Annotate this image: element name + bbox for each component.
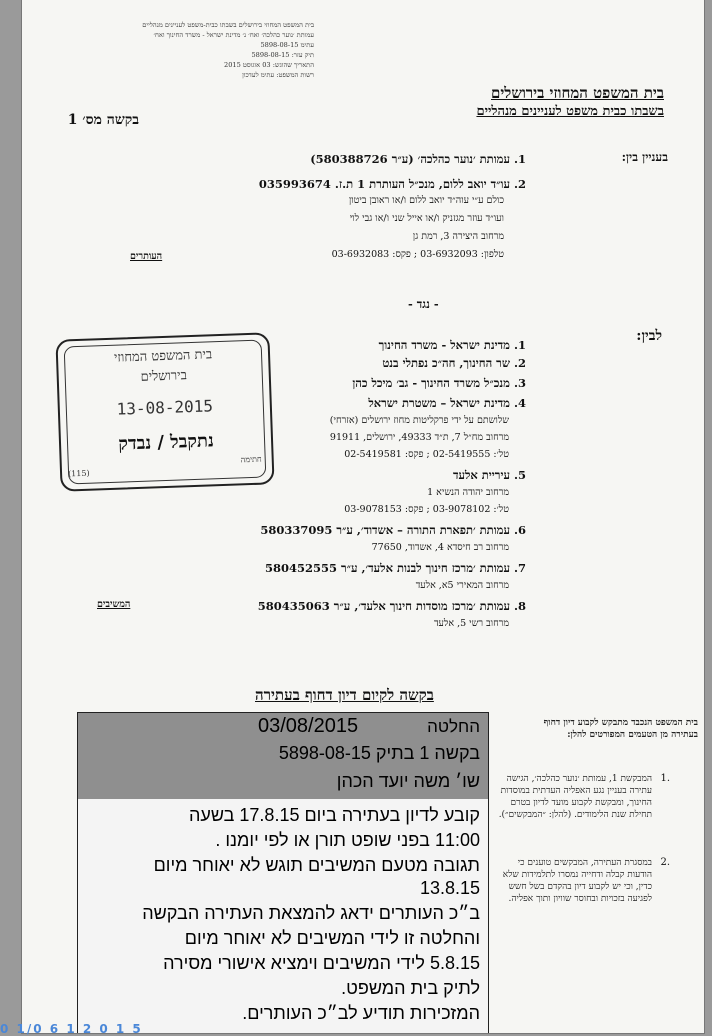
petitioners-role: העותרים bbox=[130, 251, 163, 262]
stamp-received: נתקבל / נבדק bbox=[117, 430, 215, 455]
decision-label: החלטה bbox=[427, 717, 480, 736]
decision-case-line: בקשה 1 בתיק 5898-08-15 bbox=[278, 743, 480, 763]
decision-judge: שו׳ משה יועד הכהן bbox=[336, 771, 480, 791]
respondent-3: 3. מנכ״ל משרד החינוך - גב׳ מיכל כהן bbox=[352, 376, 526, 390]
petitioner-phone: טלפון: 03-6932093 ; פקס: 03-6932083 bbox=[331, 249, 504, 260]
filing-header-line: התאריך שהוגש: 03 אוגוסט 2015 bbox=[224, 61, 314, 69]
petitioner-address: מרחוב היצירה 3, רמת גן bbox=[412, 231, 504, 242]
petitioner-2: 2. עו״ד יואב ללום, מנכ״ל העותרת 1 ת.ז. 035993674 bbox=[258, 177, 526, 191]
paragraph-2: במסגרת העתירה, המבקשים טוענים כי הודעות קבלה ודחייה נמסרו לתלמידות שלא כדין, וכי יש לקבוע דיון בהקדם בשל חשש לפגיעה בזכויות ובחוסר שוויון ותוך אפליה. bbox=[502, 858, 652, 904]
respondents-role: המשיבים bbox=[97, 599, 131, 610]
stamp-code: (115) bbox=[67, 468, 90, 479]
paragraph-1: המבקשת 1, עמותת ׳נוער כהלכה׳, הגישה עתירה בעניין נגע האפליה העדתית במוסדות החינוך, ומבקשת לקבוע מועד לדיון בטרם תחילת שנת הלימודים. (להלן: ״המבקשים״). bbox=[498, 774, 652, 820]
stamp-signature-label: חתימה bbox=[240, 454, 262, 465]
decision-date: 03/08/2015 bbox=[258, 715, 359, 737]
intro-paragraph: בית המשפט הנכבד מתבקש לקבוע דיון דחוף בעתירה מן הטעמים המפורטים להלן: bbox=[543, 718, 698, 740]
document-title: בקשה לקיום דיון דחוף בעתירה bbox=[255, 686, 434, 704]
filing-header-line: רשות המשפט: עתימ לעדכון bbox=[242, 71, 314, 79]
decision-body-line: 13.8.15 bbox=[419, 878, 480, 898]
respondents-label: לבין: bbox=[636, 328, 662, 344]
respondent-8-address: מרחוב רשי 5, אלעד bbox=[433, 618, 509, 629]
decision-body-line: והחלטה זו לידי המשיבים לא יאוחר מיום bbox=[184, 928, 480, 948]
filing-header-line: עתימ 5898-08-15 bbox=[260, 41, 314, 49]
respondent-2: 2. שר החינוך, חה״כ נפתלי בנט bbox=[382, 356, 526, 370]
decision-body-line: 11:00 בפני שופט תורן או לפי יומנו . bbox=[215, 830, 480, 850]
stamp-date: 13-08-2015 bbox=[116, 396, 214, 419]
decision-body-line: קובע לדיון בעתירה ביום 17.8.15 בשעה bbox=[188, 805, 480, 825]
stamp-court: בית המשפט המחוזי bbox=[113, 347, 213, 366]
decision-body-line: המזכירות תודיע לב״כ העותרים. bbox=[242, 1003, 480, 1023]
court-sitting: בשבתו כבית משפט לעניינים מנהליים bbox=[476, 104, 664, 119]
decision-body-line: ב״כ העותרים ידאג להמצאת העתירה הבקשה bbox=[142, 903, 480, 923]
respondent-5-phone: טל׳: 03-9078102 ; פקס: 03-9078153 bbox=[344, 504, 509, 515]
paragraph-1-number: 1. bbox=[660, 773, 670, 784]
court-receipt-stamp bbox=[55, 332, 274, 491]
respondent-4-phone: טל׳: 02-5419555 ; פקס: 02-5419581 bbox=[344, 449, 509, 460]
court-decision-box bbox=[77, 712, 489, 1033]
petitioner-1: 1. עמותת ׳נוער כהלכה׳ (ע״ר 580388726) bbox=[310, 152, 526, 166]
filing-header-line: עמותת ׳נוער כהלכה׳ ואח׳ נ׳ מדינת ישראל - משרד החינוך ואח׳ bbox=[153, 31, 314, 39]
versus-label: - נגד - bbox=[408, 297, 439, 311]
respondent-7-address: מרחוב המאירי 5א, אלעד bbox=[415, 580, 509, 591]
paragraph-2-number: 2. bbox=[660, 857, 670, 868]
respondent-8: 8. עמותת ׳מרכז מוסדות חינוך אלעד׳, ע״ר 580435063 bbox=[257, 599, 526, 613]
respondent-6-address: מרחוב רב חיסדא 4, אשדוד, 77650 bbox=[371, 542, 509, 553]
respondent-5-address: מרחוב יהודה הנשיא 1 bbox=[427, 487, 509, 498]
decision-body-line: תגובה מטעם המשיבים תוגש לא יאוחר מיום bbox=[153, 855, 480, 875]
bottom-page-label: 0 1/0 6 1 2 0 1 5 bbox=[0, 1022, 143, 1036]
respondent-4-representation: שלושתם על ידי פרקליטות מחוז ירושלים (אזרחי) bbox=[329, 415, 509, 426]
respondent-7: 7. עמותת ׳מרכז חינוך לבנות אלעד׳, ע״ר 580452555 bbox=[264, 561, 526, 575]
decision-body-line: לתיק בית המשפט. bbox=[341, 978, 480, 998]
request-number: בקשה מס׳ 1 bbox=[67, 112, 139, 128]
court-name: בית המשפט המחוזי בירושלים bbox=[491, 84, 664, 102]
document-page bbox=[22, 0, 704, 1033]
filing-header-line: בית המשפט המחוזי בירושלים בשבתו כבית-משפט לעניינים מנהליים bbox=[142, 21, 314, 29]
petitioners-label: בעניין בין: bbox=[621, 150, 668, 164]
stamp-city: בירושלים bbox=[140, 368, 188, 385]
filing-header bbox=[24, 20, 314, 80]
respondent-4: 4. מדינת ישראל – משטרת ישראל bbox=[368, 396, 526, 410]
petitioner-counsel: ועו״ד עוזר מגזניק ו/או אייל שני ו/או גבי לוי bbox=[349, 213, 504, 224]
respondent-4-address: מרחוב מח״ל 7, ת״ד 49333, ירושלים, 91911 bbox=[329, 432, 509, 443]
respondent-1: 1. מדינת ישראל - משרד החינוך bbox=[378, 338, 526, 352]
decision-body-line: 5.8.15 לידי המשיבים וימציא אישורי מסירה bbox=[163, 953, 480, 973]
petitioner-counsel: כולם ע״י עוה״ד יואב ללום ו/או ראובן ביטון bbox=[348, 195, 504, 206]
respondent-6: 6. עמותת ׳תפארת התורה – אשדוד׳, ע״ר 580337095 bbox=[260, 523, 526, 537]
filing-header-line: תיק עזר: 5898-08-15 bbox=[251, 51, 314, 59]
respondent-5: 5. עיריית אלעד bbox=[452, 468, 526, 482]
